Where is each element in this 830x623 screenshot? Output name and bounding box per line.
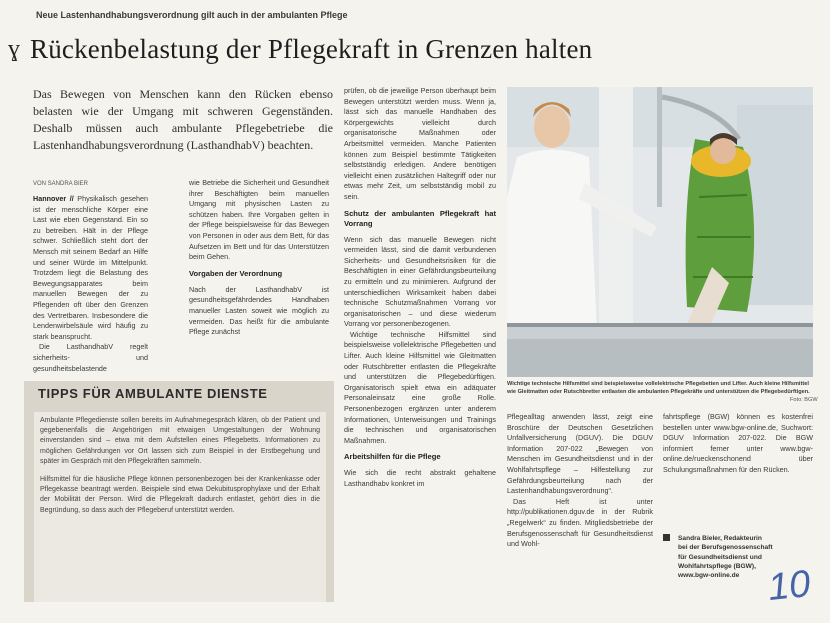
article-column-1 xyxy=(33,194,148,377)
paragraph: Das Heft ist unter http://publikationen.dguv.de in der Rubrik „Regelwerk“ zu finden. Mitgliedsbetriebe der Berufsgenossenschaft für Gesundheitsdienst und Wohl- xyxy=(507,496,653,549)
article-headline: Rückenbelastung der Pflegekraft in Grenzen halten xyxy=(30,34,593,64)
article-kicker: Neue Lastenhandhabungsverordnung gilt auch in der ambulanten Pflege xyxy=(36,10,348,20)
handwritten-page-number: 10 xyxy=(765,562,813,610)
subheading: Schutz der ambulanten Pflegekraft hat Vorrang xyxy=(344,208,496,228)
paragraph xyxy=(33,194,148,342)
caregiver-lift-illustration xyxy=(507,87,813,377)
article-column-4 xyxy=(507,412,653,607)
paragraph: Wie sich die recht abstrakt gehaltene Lasthandhabv konkret im xyxy=(344,468,496,488)
article-column-5 xyxy=(663,412,813,527)
paragraph: Die LasthandhabV regelt sicherheits- und gesundheitsbelastende xyxy=(33,342,148,373)
paragraph-text: Physikalisch gesehen ist der menschliche Körper eine Last wie eben Gegenstand. Ein so zu betreiben. Hält in der Pflege schwer. Schließlich steht dort der Mensch mit seinem Bedarf an Hilfe und seiner Würde im Mittelpunkt. Trotzdem liegt die Belastung des Bewegungsapparates beim manuellen Bewegen der zu Pflegenden oft über den Grenzen des Vertretbaren. Insbesondere die Lendenwirbelsäule wird häufig zu stark beansprucht. xyxy=(33,194,148,341)
author-url[interactable]: www.bgw-online.de xyxy=(678,572,740,580)
paragraph: Pflegealltag anwenden lässt, zeigt eine Broschüre der Deutschen Gesetzlichen Unfallversicherung (DGUV). Die DGUV Information 207-022 „Bewegen von Menschen im Gesundheitsdienst und in der Wohlfahrtspflege – Hilfestellung zur Gefährdungsbeurteilung nach der Lastenhandhabungsverordnung“. xyxy=(507,412,653,496)
article-column-3 xyxy=(344,86,496,606)
author-line: für Gesundheitsdienst und xyxy=(678,553,762,561)
tips-title: TIPPS FÜR AMBULANTE DIENSTE xyxy=(38,386,268,401)
tips-paragraph: Ambulante Pflegedienste sollen bereits im Aufnahmegespräch klären, ob der Patient und gegebenenfalls die Angehörigen mit etwaigen Umgestaltungen der Wohnung einverstanden sind – etwa mit dem Aufstellen eines Pflegebetts. Informationen zu möglichen Gefährdungen vor Ort lassen sich zum Beispiel in der Erstbegehung und später im Gespräch mit den Pflegekräften sammeln. xyxy=(40,417,320,465)
paragraph: Nach der LasthandhabV ist gesundheitsgefährdendes Handhaben manueller Lasten soweit wie möglich zu vermeiden. Das heißt für die ambulante Pflege zunächst xyxy=(189,284,329,337)
author-line: Wohlfahrtspflege (BGW), xyxy=(678,562,756,570)
author-line: bei der Berufsgenossenschaft xyxy=(678,544,773,552)
article-lede: Das Bewegen von Menschen kann den Rücken ebenso belasten wie der Umgang mit schweren Gegenständen. Deshalb müssen auch ambulante Pflegebetriebe die Lastenhandhabungsverordnung (LasthandhabV) beachten. xyxy=(33,87,333,152)
paragraph: Wichtige technische Hilfsmittel sind beispielsweise vollelektrische Pflegebetten und Lifter. Auch kleine Hilfsmittel wie Gleitmatten oder Rutschbretter entlasten die Pflegekräfte und unterstützen die Pflegebedürftigen. Organisatorisch spielt etwa ein adäquater Personaleinsatz eine große Rolle. Personenbezogen ergänzen unter anderem Informationen, Unterweisungen und Trainings die technischen und organisatorischen Maßnahmen. xyxy=(344,329,496,445)
article-photo xyxy=(507,87,813,377)
paragraph: Wenn sich das manuelle Bewegen nicht vermeiden lässt, sind die damit verbundenen Sicherheits- und Gesundheitsrisiken für die Beschäftigten in einer Gefährdungsbeurteilung zu ermitteln und zu minimieren. Aufgrund der unterschiedlichen Wirksamkeit haben dabei technische Schutzmaßnahmen Vorrang vor organisatorischen – und diese wiederum Vorrang vor personenbezogenen. xyxy=(344,234,496,329)
photo-credit: Foto: BGW xyxy=(790,397,818,403)
subheading: Arbeitshilfen für die Pflege xyxy=(344,452,441,462)
byline: VON SANDRA BIER xyxy=(33,181,89,187)
subheading: Vorgaben der Verordnung xyxy=(189,268,283,278)
author-bullet-icon xyxy=(663,534,670,541)
paragraph: prüfen, ob die jeweilige Person überhaupt beim Bewegen unterstützt werden muss. Wenn ja, lässt sich das manuelle Handhaben des Körpergewichts vielleicht durch organisatorische Maßnahmen oder Arbeitsmittel vermeiden. Manche Patienten können zum Beispiel bestimmte Tätigkeiten selbstständig erledigen. Andere benötigen vielleicht einen zusätzlichen Haltegriff oder nur etwas mehr Zeit, um selbstständig mobil zu sein. xyxy=(344,86,496,201)
author-name: Sandra Bieler, Redakteurin xyxy=(678,535,762,542)
paragraph: fahrtspflege (BGW) können es kostenfrei bestellen unter www.bgw-online.de, Suchwort: DGUV Information 207-022. Die BGW informiert ferner unter www.bgw-online.de/rueckenschonend über Schulungsmaßnahmen für den Rücken. xyxy=(663,412,813,474)
tips-body xyxy=(34,412,326,602)
article-column-2 xyxy=(189,178,329,377)
dateline: Hannover // xyxy=(33,194,74,203)
handwritten-mark: ɣ xyxy=(8,36,20,62)
tips-paragraph: Hilfsmittel für die häusliche Pflege können personenbezogen bei der Krankenkasse oder Pflegekasse beantragt werden. Beispiele sind etwa Dekubitusprophylaxe und der Erhalt der Mobilität der Person. Wird die Pflegekraft dadurch entlastet, gehört dies in die Begründung, so dass auch der Pflegeberuf unterstützt werden. xyxy=(40,476,320,514)
paragraph: wie Betriebe die Sicherheit und Gesundheit ihrer Beschäftigten beim manuellen Umgang mit physischen Lasten zu schützen haben. Ihre Vorgaben gelten in der Pflege beispielsweise für das Bewegen von Personen in oder aus dem Bett, für das Aufsetzen im Bett und für das Unterstützen beim Gehen. xyxy=(189,178,329,262)
photo-caption: Wichtige technische Hilfsmittel sind beispielsweise vollelektrische Pflegebetten und Lifter. Auch kleine Hilfsmittel wie Gleitmatten oder Rutschbretter entlasten die ambulanten Pflegekräfte und unterstützen die Pflegebedürftigen. xyxy=(507,381,810,396)
